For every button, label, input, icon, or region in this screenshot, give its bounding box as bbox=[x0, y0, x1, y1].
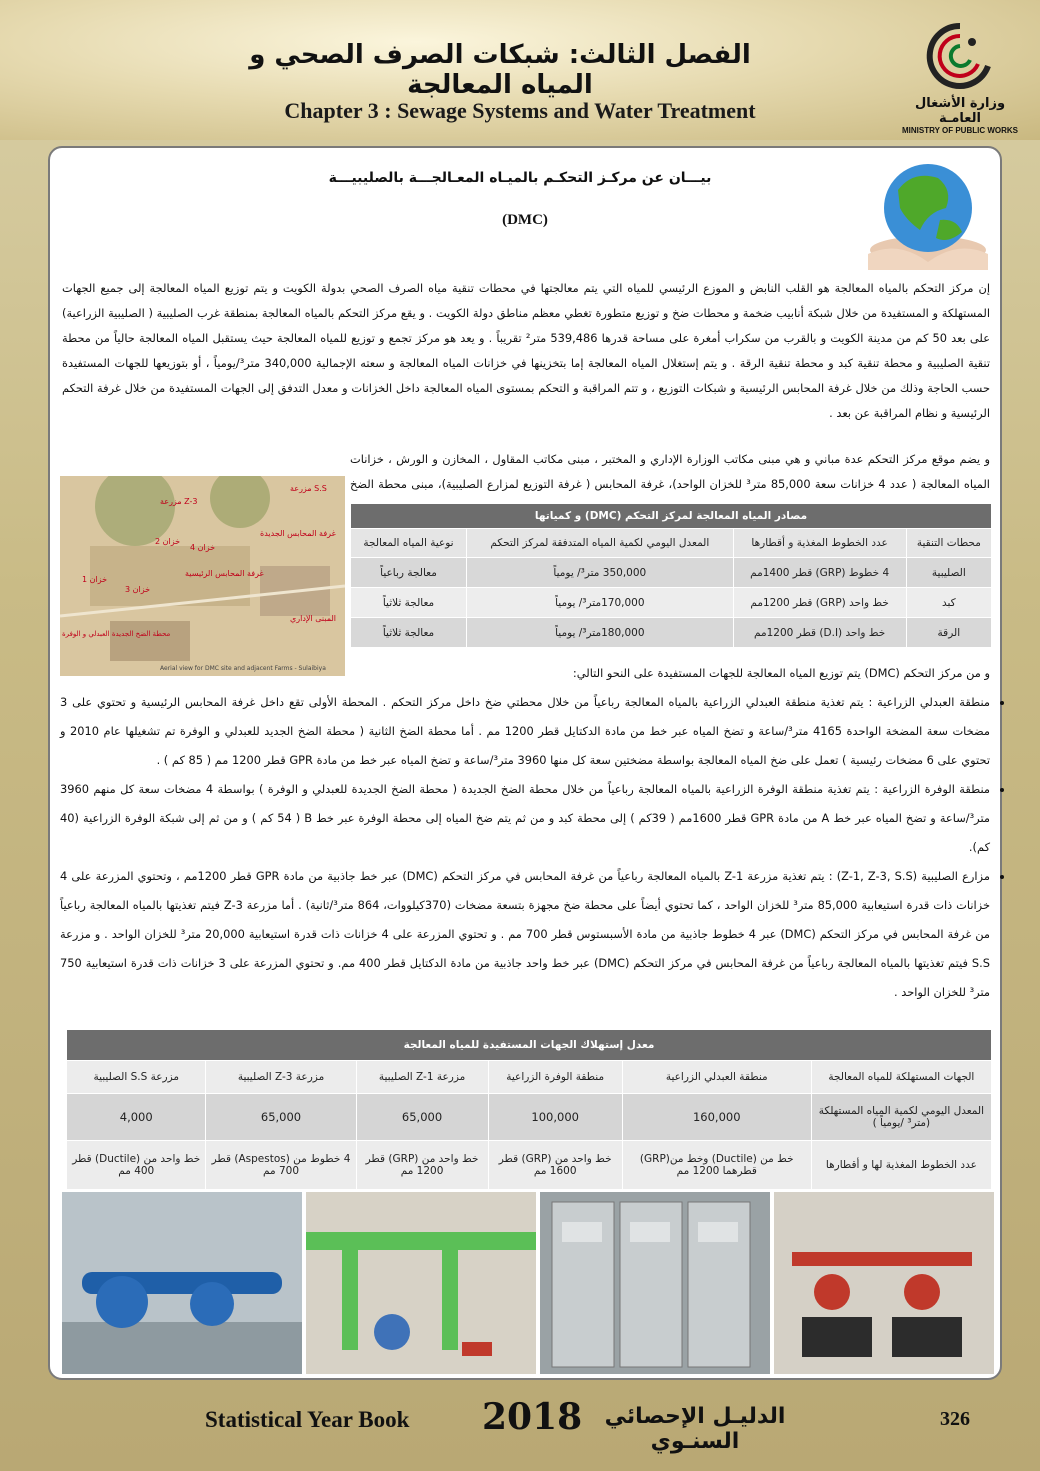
pump-station-photos bbox=[62, 1192, 994, 1374]
chapter-title-ar: الفصل الثالث: شبكات الصرف الصحي و المياه المعالجة bbox=[249, 40, 751, 100]
section-title: بيـــان عن مركـز التحكـم بالميـاه المعـالجـــة بالصليبيـــة bbox=[328, 170, 712, 186]
table2-row-label: المعدل اليومي لكمية المياه المستهلكة (متر³ /يومياً ) bbox=[811, 1094, 991, 1141]
table2-header: منطقة العبدلي الزراعية bbox=[622, 1061, 811, 1094]
aerial-label-main-valves: غرفة المحابس الرئيسية bbox=[185, 569, 264, 578]
photo-green-pipes bbox=[306, 1192, 536, 1374]
table2-header: الجهات المستهلكة للمياه المعالجة bbox=[811, 1061, 991, 1094]
table2-cell: 65,000 bbox=[206, 1094, 356, 1141]
intro-paragraph: إن مركز التحكم بالمياه المعالجة هو القلب النابض و الموزع الرئيسي للمياه التي يتم معالجتها في محطات تنقية مياه الصرف الصحي بدولة الكويت و يتم توزيع المياه المعالجة إلى جميع الجهات المستهلكة و المستفيدة من خلال شبكة أنابيب ضخمة و محطات ضخ و توزيع متطورة تغطي معظم مناطق دولة الكويت . و يقع مركز التحكم بالمياه المعالجة بمنطقة غرب الصليبية ( الصليبية الزراعية) على بعد 50 كم من مدينة الكويت و بالقرب من سكراب أمغرة على مساحة قدرها 539,486 متر² تقريباً . و يعد هو مركز تجمع و توزيع للمياه المعالجة حيث يستقبل المياه المعالجة حالياً من محطة تنقية الصليبية و محطة تنقية كبد و محطة تنقية الرقة . و يتم إستغلال المياه المعالجة إما بتخزينها في خزانات المياه المعالجة و سعته الإجمالية 340,000 متر³/يومياً ، أو بتوزيعها للجهات المستفيدة حسب الحاجة وذلك من خلال غرفة المحابس الرئيسية و شبكات التوزيع ، و تتم المراقبة و التحكم بمستوى المياه المعالجة داخل الخزانات و معدل التدفق إلى الجهات المستفيدة من خلال غرفة التحكم الرئيسية و نظام المراقبة عن بعد . bbox=[62, 281, 990, 420]
table1-header: المعدل اليومي لكمية المياه المتدفقة لمركز التحكم bbox=[467, 529, 734, 558]
table2-cell: خط واحد من (GRP) قطر 1600 مم bbox=[488, 1141, 622, 1190]
photo-control-panels bbox=[540, 1192, 770, 1374]
table-row bbox=[351, 618, 992, 648]
table1-header: عدد الخطوط المغذية و أقطارها bbox=[733, 529, 906, 558]
table2-cell: 65,000 bbox=[356, 1094, 488, 1141]
list-item: • منطقة الوفرة الزراعية : يتم تغذية منطقة الوفرة الزراعية بالمياه المعالجة رباعياً من خلال محطة الضخ الجديدة ( محطة الضخ الجديدة للعبدلي و الوفرة ) بواسطة 4 مضخات سعة كل منهم 3960 متر³/ساعة و تضخ المياه عبر خط A من مادة GPR قطر 1600مم ( 39كم ) إلى محطة كبد و من ثم يتم ضخ المياه إلى محطة الوفرة عبر خط B ( 54 كم ) و من ثم إلى شبكة الوفرة الزراعية (40 كم). bbox=[60, 775, 990, 862]
aerial-label-admin: المبنى الإداري bbox=[290, 614, 337, 623]
table2-cell: خط من (Ductile) وخط من(GRP) قطرهما 1200 مم bbox=[622, 1141, 811, 1190]
list-item: • منطقة العبدلي الزراعية : يتم تغذية منطقة العبدلي الزراعية بالمياه المعالجة رباعياً من خلال محطتي ضخ داخل مركز التحكم . المحطة الأولى تقع داخل غرفة المحابس الرئيسية و تحتوي على 3 مضخات سعة المضخة الواحدة 4165 متر³/ساعة و تضخ المياه عبر خط من مادة الدكتايل قطر 1200 مم . أما محطة الضخ الثانية ( محطة الضخ الجديد للعبدلي و الوفرة تم تشغيلها عام 2010 و تحتوي على 6 مضخات رئيسية ) تعمل على ضخ المياه المعالجة بواسطة مضختين سعة كل منها 3960 متر³/ساعة و تضخ المياه عبر خط من مادة GPR قطر 1200 مم ( 85 كم ) . bbox=[60, 688, 990, 775]
aerial-label-new-valves: غرفة المحابس الجديدة bbox=[260, 529, 336, 538]
ministry-emblem-icon bbox=[920, 20, 1000, 92]
table1-cell: معالجة ثلاثياً bbox=[351, 588, 467, 618]
aerial-label-tank2: خزان 2 bbox=[155, 537, 181, 546]
table-row bbox=[351, 558, 992, 588]
ministry-logo bbox=[895, 20, 1025, 135]
table-row bbox=[351, 588, 992, 618]
table2-cell: خط واحد من (GRP) قطر 1200 مم bbox=[356, 1141, 488, 1190]
table1-cell: 4 خطوط (GRP) قطر 1400مم bbox=[733, 558, 906, 588]
table1-cell: خط واحد (GRP) قطر 1200مم bbox=[733, 588, 906, 618]
aerial-label-z3: مزرعة Z-3 bbox=[160, 497, 198, 506]
section-subtitle: (DMC) bbox=[502, 212, 548, 228]
table2-cell: 4,000 bbox=[67, 1094, 206, 1141]
table2-cell: خط واحد من (Ductile) قطر 400 مم bbox=[67, 1141, 206, 1190]
table-row bbox=[67, 1141, 992, 1190]
aerial-caption: Aerial view for DMC site and adjacent Farms - Sulaibiya bbox=[160, 665, 326, 672]
table1-caption: مصادر المياه المعالجة لمركز التحكم (DMC) و كمياتها bbox=[351, 504, 992, 529]
table2-cell: 4 خطوط من (Aspestos) قطر 700 مم bbox=[206, 1141, 356, 1190]
table1-cell: كبد bbox=[906, 588, 991, 618]
photo-blue-pumps bbox=[62, 1192, 302, 1374]
aerial-label-tank1: خزان 1 bbox=[82, 575, 108, 584]
table-row bbox=[67, 1094, 992, 1141]
table1-cell: خط واحد (D.I) قطر 1200مم bbox=[733, 618, 906, 648]
table2-header: مزرعة Z-1 الصليبية bbox=[356, 1061, 488, 1094]
globe-in-hands-image bbox=[828, 150, 988, 270]
list-item: • مزارع الصليبية (Z-1, Z-3, S.S) : يتم تغذية مزرعة Z-1 بالمياه المعالجة رباعياً من غرفة المحابس في مركز التحكم (DMC) عبر خط جاذبية من مادة GPR قطر 1200مم ، وتحتوي المزرعة على 4 خزانات ذات قدرة استيعابية 85,000 متر³ للخزان الواحد ، كما تحتوي أيضاً على محطة ضخ مجهزة بتسعة مضخات (370كيلووات، 864 متر³/ثانية) . أما مزرعة Z-3 فيتم تغذيتها بالمياه المعالجة رباعياً من غرفة المحابس في مركز التحكم (DMC) عبر 4 خطوط جاذبية من مادة الأسبستوس قطر 700 مم . و تحتوي المزرعة على 4 خزانات ذات قدرة استيعابية 20,000 متر³ للخزان الواحد . و مزرعة S.S فيتم تغذيتها بالمياه المعالجة رباعياً من غرفة المحابس في مركز التحكم (DMC) عبر خط واحد جاذبية من مادة الدكتايل قطر 400 مم. و تحتوي المزرعة على 3 خزانات ذات قدرة استيعابية 750 متر³ للخزان الواحد . bbox=[60, 862, 990, 1007]
distribution-list bbox=[60, 688, 1008, 1007]
footer-book-en: Statistical Year Book bbox=[205, 1407, 410, 1432]
table2-header: منطقة الوفرة الزراعية bbox=[488, 1061, 622, 1094]
footer-year: 2018 bbox=[482, 1396, 583, 1438]
table2-header: مزرعة S.S الصليبية bbox=[67, 1061, 206, 1094]
photo-red-valves bbox=[774, 1192, 994, 1374]
aerial-label-ss: مزرعة S.S bbox=[290, 484, 327, 493]
table1-cell: 170,000متر³/ يومياً bbox=[467, 588, 734, 618]
site-paragraph: و يضم موقع مركز التحكم عدة مباني و هي مبنى مكاتب الوزارة الإداري و المختبر ، مبنى مكاتب المقاول ، المخازن و الورش ، خزانات المياه المعالجة ( عدد 4 خزانات سعة 85,000 متر³ للخزان الواحد)، غرفة المحابس ( غرفة التوزيع لمزارع الصليبية)، مبنى محطة الضخ bbox=[350, 452, 990, 491]
footer-book-ar: الدليـل الإحصائي السنـوي bbox=[604, 1404, 786, 1454]
table2-cell: 100,000 bbox=[488, 1094, 622, 1141]
table2-header: مزرعة Z-3 الصليبية bbox=[206, 1061, 356, 1094]
chapter-title-en: Chapter 3 : Sewage Systems and Water Treatment bbox=[284, 98, 756, 123]
table1-cell: معالجة رباعياً bbox=[351, 558, 467, 588]
ministry-name-ar: وزارة الأشغال العامـة bbox=[914, 96, 1006, 126]
table1-cell: 350,000 متر³/ يومياً bbox=[467, 558, 734, 588]
table1-header: نوعية المياه المعالجة bbox=[351, 529, 467, 558]
aerial-label-tank3: خزان 3 bbox=[125, 585, 151, 594]
distribution-intro: و من مركز التحكم (DMC) يتم توزيع المياه المعالجة للجهات المستفيدة على النحو التالي: bbox=[572, 666, 990, 680]
aerial-label-new-pump: محطة الضخ الجديدة العبدلي و الوفرة bbox=[62, 630, 171, 638]
table1-header: محطات التنقية bbox=[906, 529, 991, 558]
table2-caption: معدل إستهلاك الجهات المستفيدة للمياه المعالجة bbox=[67, 1030, 992, 1061]
treated-water-sources-table bbox=[350, 503, 992, 648]
table1-cell: 180,000متر³/ يومياً bbox=[467, 618, 734, 648]
ministry-name-en: MINISTRY OF PUBLIC WORKS bbox=[902, 126, 1018, 135]
page-number: 326 bbox=[940, 1408, 970, 1430]
consumption-table bbox=[66, 1029, 992, 1190]
table1-cell: الرقة bbox=[906, 618, 991, 648]
table1-cell: الصليبية bbox=[906, 558, 991, 588]
table2-row-label: عدد الخطوط المغذية لها و أقطارها bbox=[811, 1141, 991, 1190]
table2-cell: 160,000 bbox=[622, 1094, 811, 1141]
dmc-aerial-map-image bbox=[60, 476, 345, 676]
table1-cell: معالجة ثلاثياً bbox=[351, 618, 467, 648]
aerial-label-tank4: خزان 4 bbox=[190, 543, 216, 552]
